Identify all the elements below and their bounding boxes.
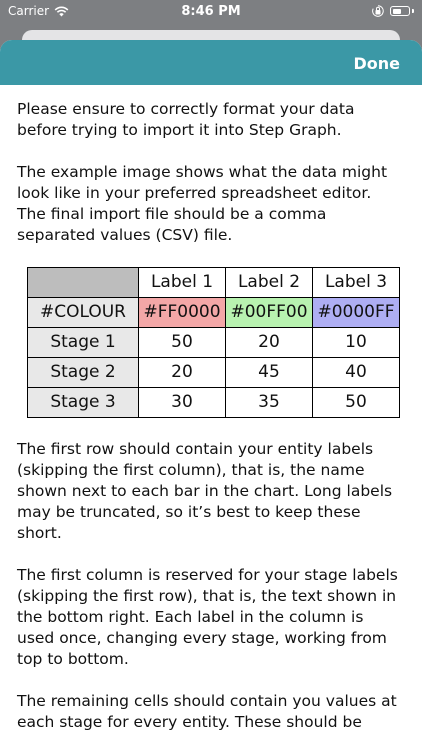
orientation-lock-icon	[372, 5, 384, 17]
table-cell: 20	[226, 328, 313, 358]
status-time: 8:46 PM	[181, 4, 241, 19]
table-cell: 30	[139, 388, 226, 418]
help-content	[0, 85, 422, 733]
explanation-paragraph-2: The first column is reserved for your stage labels (skipping the first row), that is, the text shown in the bottom right. Each label in the column is used once, changing every stage, working from top to bottom.	[17, 566, 398, 668]
table-corner-cell	[28, 268, 139, 298]
done-button[interactable]: Done	[353, 54, 400, 73]
table-header-cell: Label 3	[313, 268, 400, 298]
table-colour-row	[28, 298, 400, 328]
table-row	[28, 328, 400, 358]
explanation-paragraph-3: The remaining cells should contain you values at each stage for every entity. These should be	[17, 692, 397, 731]
table-row-label: Stage 2	[28, 358, 139, 388]
colour-cell-green: #00FF00	[226, 298, 313, 328]
table-row-label: Stage 1	[28, 328, 139, 358]
navigation-bar	[0, 40, 422, 85]
battery-tip	[412, 9, 414, 13]
intro-paragraph-2: The example image shows what the data might look like in your preferred spreadsheet editor. The final import file should be a comma separated values (CSV) file.	[17, 163, 388, 244]
carrier-label: Carrier	[8, 4, 50, 18]
table-cell: 40	[313, 358, 400, 388]
colour-cell-blue: #0000FF	[313, 298, 400, 328]
battery-icon	[390, 6, 410, 16]
table-row-label: Stage 3	[28, 388, 139, 418]
table-row	[28, 388, 400, 418]
table-cell: 50	[313, 388, 400, 418]
table-cell: 45	[226, 358, 313, 388]
table-cell: 10	[313, 328, 400, 358]
status-bar	[0, 0, 422, 24]
import-help-sheet	[0, 40, 422, 750]
table-cell: 35	[226, 388, 313, 418]
colour-cell-red: #FF0000	[139, 298, 226, 328]
intro-paragraph-1: Please ensure to correctly format your data before trying to import it into Step Graph.	[17, 100, 355, 139]
table-header-cell: Label 1	[139, 268, 226, 298]
table-cell: 50	[139, 328, 226, 358]
explanation-paragraph-1: The first row should contain your entity labels (skipping the first column), that is, the name shown next to each bar in the chart. Long labels may be truncated, so it’s best to keep these short.	[17, 440, 393, 542]
table-header-cell: Label 2	[226, 268, 313, 298]
example-spreadsheet-table	[27, 267, 400, 418]
status-right	[372, 5, 414, 17]
table-cell: 20	[139, 358, 226, 388]
table-row	[28, 358, 400, 388]
table-row-label: #COLOUR	[28, 298, 139, 328]
table-header-row	[28, 268, 400, 298]
